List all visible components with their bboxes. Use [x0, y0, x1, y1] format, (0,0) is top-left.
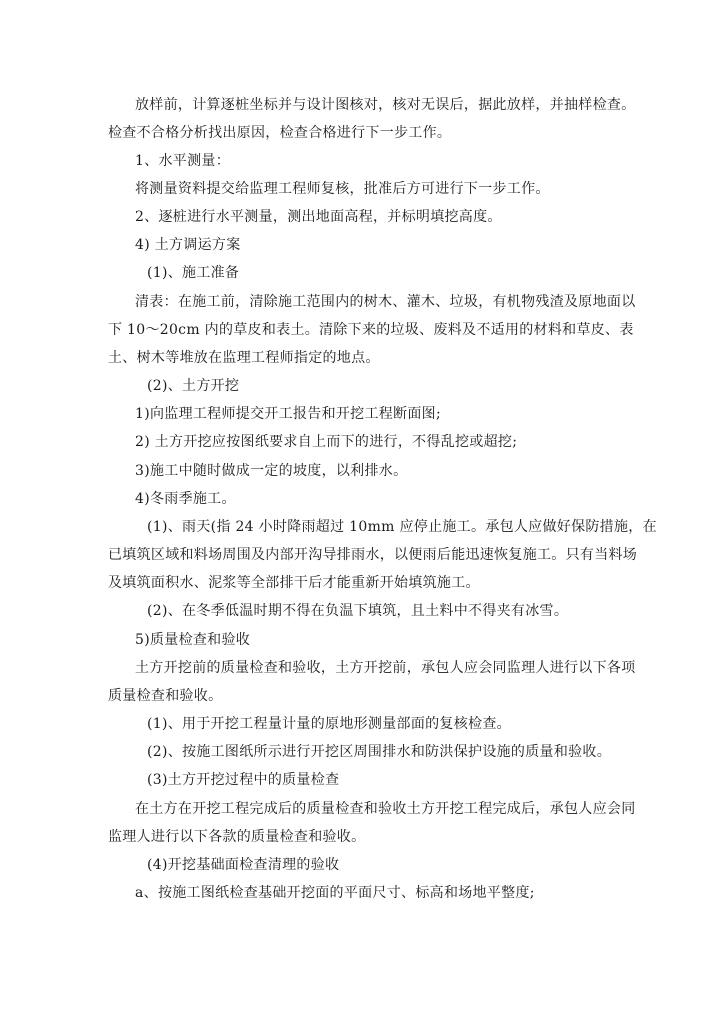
list-item: a、按施工图纸检查基础开挖面的平面尺寸、标高和场地平整度;	[135, 885, 535, 901]
paragraph-line: (2)、在冬季低温时期不得在负温下填筑，且土料中不得夹有冰雪。	[147, 603, 569, 619]
paragraph-line: 将测量资料提交给监理工程师复核，批准后方可进行下一步工作。	[135, 181, 550, 197]
list-item: (1)、用于开挖工程量计量的原地形测量部面的复核检查。	[147, 716, 511, 732]
paragraph-line: (1)、雨天(指 24 小时降雨超过 10mm 应停止施工。承包人应做好保防措施，在	[147, 519, 657, 535]
subsection-heading: (1)、施工准备	[147, 265, 240, 281]
list-item-heading: 1、水平测量：	[135, 153, 231, 169]
section-heading: 5)质量检查和验收	[135, 632, 251, 648]
list-item: 2、逐桩进行水平测量，测出地面高程，并标明填挖高度。	[135, 209, 502, 225]
section-heading: 4) 土方调运方案	[135, 237, 241, 253]
subsection-heading: (4)开挖基础面检查清理的验收	[147, 857, 340, 873]
paragraph-line: 监理人进行以下各款的质量检查和验收。	[108, 829, 366, 845]
list-item: 1)向监理工程师提交开工报告和开挖工程断面图;	[135, 406, 441, 422]
paragraph-line: 下 10～20cm 内的草皮和表土。清除下来的垃圾、废料及不适用的材料和草皮、表	[108, 322, 634, 338]
paragraph-line: 已填筑区域和料场周围及内部开沟导排雨水，以便雨后能迅速恢复施工。只有当料场	[108, 547, 638, 563]
subsection-heading: (2)、土方开挖	[147, 378, 240, 394]
list-item: 2) 土方开挖应按图纸要求自上而下的进行，不得乱挖或超挖;	[135, 434, 518, 450]
paragraph-line: 及填筑面积水、泥浆等全部排干后才能重新开始填筑施工。	[108, 575, 480, 591]
paragraph-line: 清表：在施工前，清除施工范围内的树木、灌木、垃圾，有机物残渣及原地面以	[135, 294, 636, 310]
paragraph-line: 土、树木等堆放在监理工程师指定的地点。	[108, 350, 380, 366]
list-item: 4)冬雨季施工。	[135, 491, 236, 507]
paragraph-line: 在土方在开挖工程完成后的质量检查和验收土方开挖工程完成后，承包人应会同	[135, 801, 636, 817]
list-item: 3)施工中随时做成一定的坡度，以利排水。	[135, 463, 408, 479]
subsection-heading: (3)土方开挖过程中的质量检查	[147, 772, 340, 788]
paragraph-line: 土方开挖前的质量检查和验收，土方开挖前，承包人应会同监理人进行以下各项	[135, 660, 636, 676]
paragraph-line: 检查不合格分析找出原因，检查合格进行下一步工作。	[108, 125, 452, 141]
paragraph-line: 放样前，计算逐桩坐标并与设计图核对，核对无误后，据此放样，并抽样检查。	[135, 97, 636, 113]
paragraph-line: 质量检查和验收。	[108, 688, 223, 704]
list-item: (2)、按施工图纸所示进行开挖区周围排水和防洪保护设施的质量和验收。	[147, 744, 612, 760]
